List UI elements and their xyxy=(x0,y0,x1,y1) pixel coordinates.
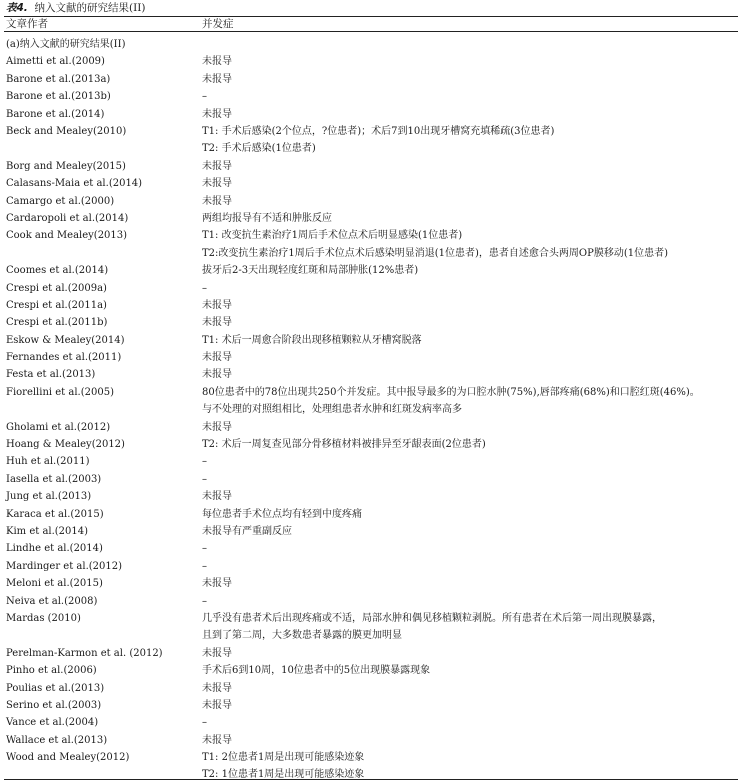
complications-line: 几乎没有患者术后出现疼痛或不适，局部水肿和偶见移植颗粒剥脱。所有患者在术后第一周出现膜暴露， xyxy=(202,612,662,624)
complications-line: 未报导 xyxy=(202,73,232,85)
complications-cell xyxy=(202,488,740,505)
table-row xyxy=(0,540,744,557)
top-rule xyxy=(4,16,738,17)
complications-cell xyxy=(202,210,740,227)
complications-cell xyxy=(202,471,740,488)
complications-cell xyxy=(202,558,740,575)
complications-cell xyxy=(202,314,740,331)
author-cell: Aimetti et al.(2009) xyxy=(6,56,105,68)
author-cell: Hoang & Mealey(2012) xyxy=(6,439,125,451)
author-cell: Fernandes et al.(2011) xyxy=(6,352,122,364)
complications-cell xyxy=(202,453,740,470)
complications-line: – xyxy=(202,282,207,294)
table-row xyxy=(0,332,744,349)
table-row xyxy=(0,680,744,697)
author-cell: Poulias et al.(2013) xyxy=(6,682,105,694)
complications-line: T1: 术后一周愈合阶段出现移植颗粒从牙槽窝脱落 xyxy=(202,334,422,346)
author-cell: Wood and Mealey(2012) xyxy=(6,752,130,764)
complications-cell xyxy=(202,106,740,123)
header-complications: 并发症 xyxy=(202,18,234,30)
author-cell: Huh et al.(2011) xyxy=(6,456,90,468)
complications-cell xyxy=(202,175,740,192)
complications-line: 与不处理的对照组相比，处理组患者水肿和红斑发病率高多 xyxy=(202,404,462,416)
table-row xyxy=(0,314,744,331)
complications-line: 未报导 xyxy=(202,369,232,381)
table-row xyxy=(0,280,744,297)
table-row xyxy=(0,575,744,592)
author-cell: Wallace et al.(2013) xyxy=(6,734,108,746)
complications-cell xyxy=(202,593,740,610)
complications-cell xyxy=(202,575,740,592)
complications-line: 未报导 xyxy=(202,647,232,659)
header-rule xyxy=(4,31,738,32)
complications-cell xyxy=(202,714,740,731)
complications-cell xyxy=(202,540,740,557)
complications-line: 且到了第二周，大多数患者暴露的膜更加明显 xyxy=(202,630,402,642)
author-cell: Iasella et al.(2003) xyxy=(6,473,102,485)
complications-line: T2:改变抗生素治疗1周后手术位点术后感染明显消退(1位患者)，患者自述愈合头两周OP膜移动(1位患者) xyxy=(202,247,669,259)
author-cell: Vance et al.(2004) xyxy=(6,717,99,729)
table-row xyxy=(0,419,744,436)
author-cell: Karaca et al.(2015) xyxy=(6,508,104,520)
complications-line: – xyxy=(202,560,207,572)
complications-line: 手术后6到10周，10位患者中的5位出现膜暴露现象 xyxy=(202,665,431,677)
table-body xyxy=(0,36,744,784)
table-row xyxy=(0,175,744,192)
table-row xyxy=(0,297,744,314)
complications-line: 未报导 xyxy=(202,578,232,590)
complications-line: – xyxy=(202,473,207,485)
section-label: (a)纳入文献的研究结果(II) xyxy=(6,39,126,50)
complications-cell xyxy=(202,227,740,262)
complications-line: 未报导 xyxy=(202,195,232,207)
author-cell: Jung et al.(2013) xyxy=(6,491,92,503)
complications-cell xyxy=(202,158,740,175)
complications-cell xyxy=(202,610,740,645)
complications-cell xyxy=(202,193,740,210)
author-cell: Coomes et al.(2014) xyxy=(6,265,109,277)
complications-cell xyxy=(202,123,740,158)
header-author: 文章作者 xyxy=(6,18,48,30)
author-cell: Barone et al.(2013b) xyxy=(6,91,111,103)
complications-line: T1: 2位患者1周是出现可能感染迹象 xyxy=(202,752,365,764)
complications-line: 未报导 xyxy=(202,699,232,711)
author-cell: Camargo et al.(2000) xyxy=(6,195,115,207)
complications-cell xyxy=(202,732,740,749)
complications-cell xyxy=(202,697,740,714)
table-row xyxy=(0,123,744,158)
bottom-rule xyxy=(4,779,738,780)
complications-line: T2: 手术后感染(1位患者) xyxy=(202,143,316,155)
complications-line: 未报导 xyxy=(202,352,232,364)
author-cell: Eskow & Mealey(2014) xyxy=(6,334,125,346)
author-cell: Crespi et al.(2011a) xyxy=(6,299,107,311)
complications-line: – xyxy=(202,543,207,555)
complications-line: T2: 1位患者1周是出现可能感染迹象 xyxy=(202,769,365,781)
complications-line: T1: 改变抗生素治疗1周后手术位点术后明显感染(1位患者) xyxy=(202,230,463,242)
author-cell: Barone et al.(2013a) xyxy=(6,73,111,85)
complications-cell xyxy=(202,662,740,679)
complications-cell xyxy=(202,332,740,349)
complications-line: – xyxy=(202,91,207,103)
complications-line: 拔牙后2-3天出现轻度红斑和局部肿胀(12%患者) xyxy=(202,265,419,277)
table-row xyxy=(0,210,744,227)
author-cell: Perelman-Karmon et al. (2012) xyxy=(6,647,163,659)
complications-line: 未报导 xyxy=(202,682,232,694)
table-row xyxy=(0,593,744,610)
table-row xyxy=(0,227,744,262)
complications-line: 未报导 xyxy=(202,299,232,311)
table-row xyxy=(0,71,744,88)
complications-cell xyxy=(202,53,740,70)
complications-line: 两组均报导有不适和肿胀反应 xyxy=(202,212,332,224)
complications-cell xyxy=(202,384,740,419)
complications-line: 未报导 xyxy=(202,317,232,329)
author-cell: Neiva et al.(2008) xyxy=(6,595,98,607)
table-row xyxy=(0,732,744,749)
table-row xyxy=(0,488,744,505)
author-cell: Lindhe et al.(2014) xyxy=(6,543,103,555)
author-cell: Meloni et al.(2015) xyxy=(6,578,103,590)
table-row xyxy=(0,471,744,488)
complications-line: 未报导 xyxy=(202,491,232,503)
table-row xyxy=(0,697,744,714)
table-row xyxy=(0,193,744,210)
complications-line: 80位患者中的78位出现共250个并发症。其中报导最多的为口腔水肿(75%),唇部疼痛(68%)和口腔红斑(46%)。 xyxy=(202,386,700,398)
complications-line: 未报导 xyxy=(202,108,232,120)
table-row xyxy=(0,158,744,175)
complications-cell xyxy=(202,506,740,523)
table-label: 表4. xyxy=(6,2,28,14)
table-row xyxy=(0,506,744,523)
author-cell: Festa et al.(2013) xyxy=(6,369,96,381)
complications-line: 未报导有严重副反应 xyxy=(202,525,292,537)
author-cell: Kim et al.(2014) xyxy=(6,525,89,537)
section-row xyxy=(0,36,744,53)
table-row xyxy=(0,645,744,662)
table-row xyxy=(0,453,744,470)
table-row xyxy=(0,436,744,453)
complications-cell xyxy=(202,71,740,88)
complications-line: 未报导 xyxy=(202,734,232,746)
complications-line: 未报导 xyxy=(202,56,232,68)
author-cell: Beck and Mealey(2010) xyxy=(6,125,127,137)
complications-line: – xyxy=(202,456,207,468)
author-cell: Crespi et al.(2009a) xyxy=(6,282,107,294)
table-row xyxy=(0,523,744,540)
author-cell: Gholami et al.(2012) xyxy=(6,421,111,433)
complications-line: 每位患者手术位点均有轻到中度疼痛 xyxy=(202,508,362,520)
table-row xyxy=(0,366,744,383)
complications-cell xyxy=(202,366,740,383)
complications-line: 未报导 xyxy=(202,421,232,433)
table-row xyxy=(0,714,744,731)
table-row xyxy=(0,662,744,679)
complications-line: 未报导 xyxy=(202,160,232,172)
complications-cell xyxy=(202,349,740,366)
author-cell: Borg and Mealey(2015) xyxy=(6,160,126,172)
table-row xyxy=(0,349,744,366)
complications-cell xyxy=(202,436,740,453)
table-row xyxy=(0,262,744,279)
author-cell: Cardaropoli et al.(2014) xyxy=(6,212,129,224)
complications-cell xyxy=(202,262,740,279)
table-row xyxy=(0,384,744,419)
complications-cell xyxy=(202,523,740,540)
complications-line: T1: 手术后感染(2个位点，?位患者)；术后7到10出现牙槽窝充填稀疏(3位患者) xyxy=(202,125,555,137)
table-caption xyxy=(6,1,145,15)
author-cell: Serino et al.(2003) xyxy=(6,699,102,711)
table-row xyxy=(0,88,744,105)
complications-line: T2: 术后一周复查见部分骨移植材料被排异至牙龈表面(2位患者) xyxy=(202,439,486,451)
author-cell: Barone et al.(2014) xyxy=(6,108,105,120)
complications-line: – xyxy=(202,717,207,729)
author-cell: Mardinger et al.(2012) xyxy=(6,560,123,572)
complications-cell xyxy=(202,645,740,662)
author-cell: Fiorellini et al.(2005) xyxy=(6,386,114,398)
author-cell: Calasans-Maia et al.(2014) xyxy=(6,178,143,190)
table-row xyxy=(0,610,744,645)
author-cell: Crespi et al.(2011b) xyxy=(6,317,108,329)
complications-line: – xyxy=(202,595,207,607)
author-cell: Pinho et al.(2006) xyxy=(6,665,97,677)
complications-line: 未报导 xyxy=(202,178,232,190)
table-row xyxy=(0,53,744,70)
author-cell: Cook and Mealey(2013) xyxy=(6,230,128,242)
complications-cell xyxy=(202,297,740,314)
complications-cell xyxy=(202,88,740,105)
complications-cell xyxy=(202,680,740,697)
table-title: 纳入文献的研究结果(II) xyxy=(34,2,146,14)
complications-cell xyxy=(202,419,740,436)
complications-cell xyxy=(202,280,740,297)
table-row xyxy=(0,558,744,575)
table-row xyxy=(0,106,744,123)
author-cell: Mardas (2010) xyxy=(6,612,81,624)
